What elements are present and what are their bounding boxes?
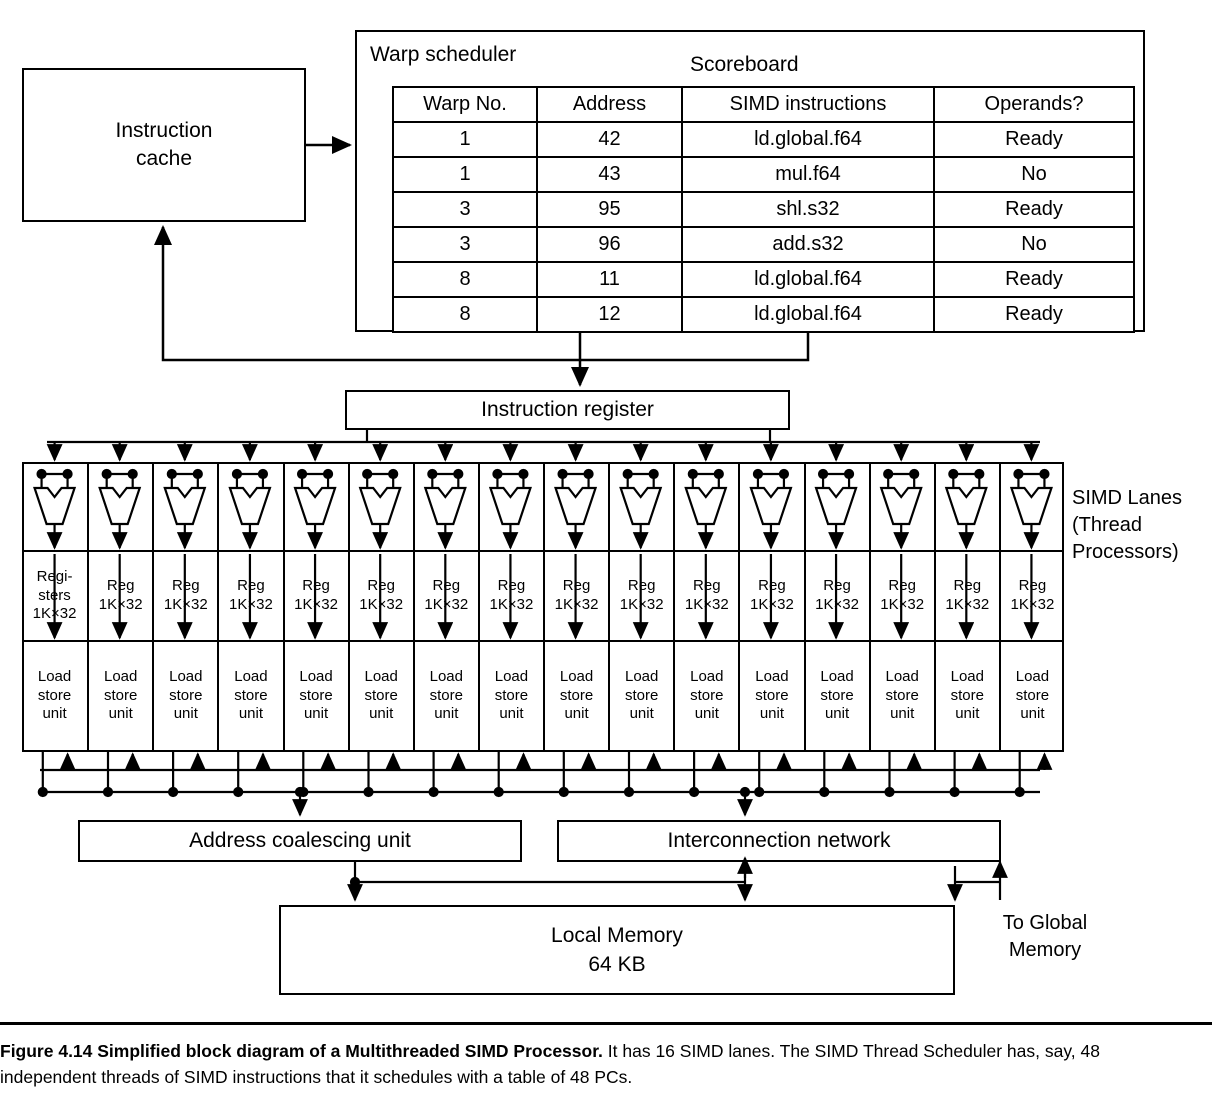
cell-operands: Ready (934, 262, 1134, 297)
lane-register-size: 1K×32 (32, 605, 77, 623)
cell-warp-no: 3 (393, 227, 537, 262)
lane-register-label: Regi- sters (36, 567, 73, 604)
cell-operands: Ready (934, 297, 1134, 332)
lane-register-size: 1K×32 (359, 596, 404, 613)
lane-load-store-unit (219, 642, 282, 750)
simd-lane (87, 462, 152, 752)
lane-register-size: 1K×32 (945, 596, 990, 613)
lane-load-store-label: Load store unit (299, 667, 333, 723)
lane-load-store-unit (610, 642, 673, 750)
lane-load-store-label: Load store unit (429, 667, 463, 723)
local-memory-label: Local Memory 64 KB (551, 923, 683, 976)
lane-register-size: 1K×32 (424, 596, 469, 613)
lane-register-label: Reg (627, 577, 656, 595)
lane-register-file (350, 552, 413, 642)
simd-lane (804, 462, 869, 752)
lane-register-label: Reg (1018, 577, 1047, 595)
lane-alu-cell (675, 462, 738, 552)
table-row (393, 122, 1134, 157)
lane-load-store-label: Load store unit (690, 667, 724, 723)
simd-lane (478, 462, 543, 752)
lane-alu-cell (545, 462, 608, 552)
simd-lane (22, 462, 87, 752)
cell-instruction: shl.s32 (682, 192, 934, 227)
lane-register-label: Reg (562, 577, 591, 595)
lane-register-size: 1K×32 (619, 596, 664, 613)
lane-alu-cell (740, 462, 803, 552)
lane-alu-cell (871, 462, 934, 552)
cell-instruction: ld.global.f64 (682, 262, 934, 297)
column-header-simd-instructions: SIMD instructions (682, 87, 934, 122)
lane-register-label: Reg (888, 577, 916, 595)
lane-register-size: 1K×32 (98, 596, 143, 613)
scoreboard-table (392, 86, 1135, 333)
address-coalescing-unit-block (78, 820, 522, 862)
lane-alu-cell (219, 462, 282, 552)
lane-load-store-unit (415, 642, 478, 750)
lane-alu-cell (936, 462, 999, 552)
lane-alu-cell (610, 462, 673, 552)
cell-address: 42 (537, 122, 682, 157)
lane-alu-cell (285, 462, 348, 552)
lane-load-store-label: Load store unit (104, 667, 138, 723)
cell-operands: Ready (934, 122, 1134, 157)
lane-register-file (154, 552, 217, 642)
cell-warp-no: 8 (393, 297, 537, 332)
lane-register-file (871, 552, 934, 642)
lane-register-label: Reg (693, 577, 721, 595)
lane-load-store-label: Load store unit (625, 667, 659, 723)
lane-load-store-label: Load store unit (1015, 667, 1050, 723)
table-row (393, 157, 1134, 192)
lane-load-store-label: Load store unit (755, 667, 789, 723)
lane-load-store-unit (480, 642, 543, 750)
interconnection-network-label: Interconnection network (667, 829, 891, 852)
column-header-address: Address (537, 87, 682, 122)
lane-load-store-unit (740, 642, 803, 750)
cell-instruction: mul.f64 (682, 157, 934, 192)
lane-alu-cell (22, 462, 87, 552)
simd-lane (283, 462, 348, 752)
lane-register-label: Reg (823, 577, 851, 595)
simd-lane (934, 462, 999, 752)
lane-register-label: Reg (106, 577, 135, 595)
lane-register-file (740, 552, 803, 642)
address-coalescing-unit-label: Address coalescing unit (189, 829, 411, 852)
simd-lane (738, 462, 803, 752)
lane-load-store-label: Load store unit (494, 667, 529, 723)
lane-register-file (89, 552, 152, 642)
lane-load-store-unit (871, 642, 934, 750)
lane-register-size: 1K×32 (554, 596, 599, 613)
cell-instruction: ld.global.f64 (682, 122, 934, 157)
lane-register-size: 1K×32 (489, 596, 534, 613)
lane-load-store-unit (1001, 642, 1064, 750)
lane-load-store-unit (22, 642, 87, 750)
lane-load-store-label: Load store unit (820, 667, 854, 723)
lane-load-store-unit (285, 642, 348, 750)
cell-warp-no: 8 (393, 262, 537, 297)
lane-register-file (480, 552, 543, 642)
lane-register-file (675, 552, 738, 642)
to-global-memory-label: To Global Memory (1002, 912, 1088, 961)
caption-rule (0, 1022, 1212, 1025)
lane-alu-cell (154, 462, 217, 552)
lane-load-store-unit (545, 642, 608, 750)
lane-register-size: 1K×32 (815, 596, 859, 613)
lane-register-file (806, 552, 869, 642)
instruction-register-block (345, 390, 790, 430)
cell-warp-no: 3 (393, 192, 537, 227)
lane-load-store-label: Load store unit (559, 667, 594, 723)
warp-scheduler-title: Warp scheduler (370, 43, 517, 66)
simd-lanes-label: SIMD Lanes (Thread Processors) (1072, 487, 1183, 563)
lane-register-file (219, 552, 282, 642)
lane-register-file (285, 552, 348, 642)
instruction-register-label: Instruction register (481, 398, 654, 421)
column-header-operands: Operands? (934, 87, 1134, 122)
lane-alu-cell (415, 462, 478, 552)
cell-address: 12 (537, 297, 682, 332)
lane-register-size: 1K×32 (1010, 596, 1055, 613)
lane-load-store-label: Load store unit (364, 667, 398, 723)
lane-register-file (610, 552, 673, 642)
cell-operands: Ready (934, 192, 1134, 227)
simd-lane (152, 462, 217, 752)
lane-load-store-unit (806, 642, 869, 750)
lane-register-file (545, 552, 608, 642)
lane-register-size: 1K×32 (163, 596, 208, 613)
cell-address: 96 (537, 227, 682, 262)
cell-warp-no: 1 (393, 157, 537, 192)
local-memory-block (279, 905, 955, 995)
table-header-row (393, 87, 1134, 122)
simd-lane (217, 462, 282, 752)
cell-instruction: ld.global.f64 (682, 297, 934, 332)
lane-register-file (936, 552, 999, 642)
lane-alu-cell (806, 462, 869, 552)
figure-caption (0, 1038, 1190, 1091)
cell-operands: No (934, 227, 1134, 262)
lane-register-label: Reg (758, 577, 786, 595)
simd-lane (348, 462, 413, 752)
lane-register-label: Reg (237, 577, 265, 595)
cell-address: 11 (537, 262, 682, 297)
cell-address: 43 (537, 157, 682, 192)
table-row (393, 192, 1134, 227)
interconnection-network-block (557, 820, 1001, 862)
lane-register-size: 1K×32 (229, 596, 273, 613)
lane-alu-cell (89, 462, 152, 552)
lane-register-file (22, 552, 87, 642)
simd-lane (543, 462, 608, 752)
lane-alu-cell (1001, 462, 1064, 552)
instruction-cache-label: Instruction cache (115, 118, 213, 170)
cell-instruction: add.s32 (682, 227, 934, 262)
lane-load-store-label: Load store unit (950, 667, 984, 723)
lane-load-store-label: Load store unit (885, 667, 919, 723)
lane-load-store-label: Load store unit (37, 667, 72, 723)
lane-register-size: 1K×32 (684, 596, 729, 613)
table-row (393, 227, 1134, 262)
scoreboard-title: Scoreboard (690, 53, 799, 76)
simd-lane (999, 462, 1064, 752)
instruction-cache-block (22, 68, 306, 222)
lane-alu-cell (350, 462, 413, 552)
lane-register-label: Reg (497, 577, 526, 595)
lane-register-size: 1K×32 (750, 596, 794, 613)
column-header-warp-no: Warp No. (393, 87, 537, 122)
lane-register-label: Reg (432, 577, 461, 595)
caption-rest: It has 16 SIMD lanes. The SIMD Thread Scheduler has, say, 48 independent threads of SIMD instructions that it schedules with a table of 48 PCs. (0, 1041, 1100, 1088)
cell-operands: No (934, 157, 1134, 192)
simd-lane (869, 462, 934, 752)
simd-lane (413, 462, 478, 752)
lane-load-store-unit (154, 642, 217, 750)
lane-register-label: Reg (172, 577, 200, 595)
table-row (393, 262, 1134, 297)
lane-register-label: Reg (367, 577, 395, 595)
simd-lane (608, 462, 673, 752)
lane-register-file (415, 552, 478, 642)
lane-load-store-label: Load store unit (234, 667, 268, 723)
lane-load-store-unit (675, 642, 738, 750)
lane-load-store-unit (89, 642, 152, 750)
lane-load-store-label: Load store unit (169, 667, 203, 723)
caption-bold: Figure 4.14 Simplified block diagram of a Multithreaded SIMD Processor. (0, 1041, 603, 1061)
cell-address: 95 (537, 192, 682, 227)
lane-alu-cell (480, 462, 543, 552)
lane-load-store-unit (350, 642, 413, 750)
lane-register-label: Reg (302, 577, 330, 595)
cell-warp-no: 1 (393, 122, 537, 157)
lane-load-store-unit (936, 642, 999, 750)
simd-lane (673, 462, 738, 752)
lane-register-size: 1K×32 (294, 596, 338, 613)
table-row (393, 297, 1134, 332)
lane-register-size: 1K×32 (880, 596, 925, 613)
lane-register-label: Reg (953, 577, 982, 595)
lane-register-file (1001, 552, 1064, 642)
